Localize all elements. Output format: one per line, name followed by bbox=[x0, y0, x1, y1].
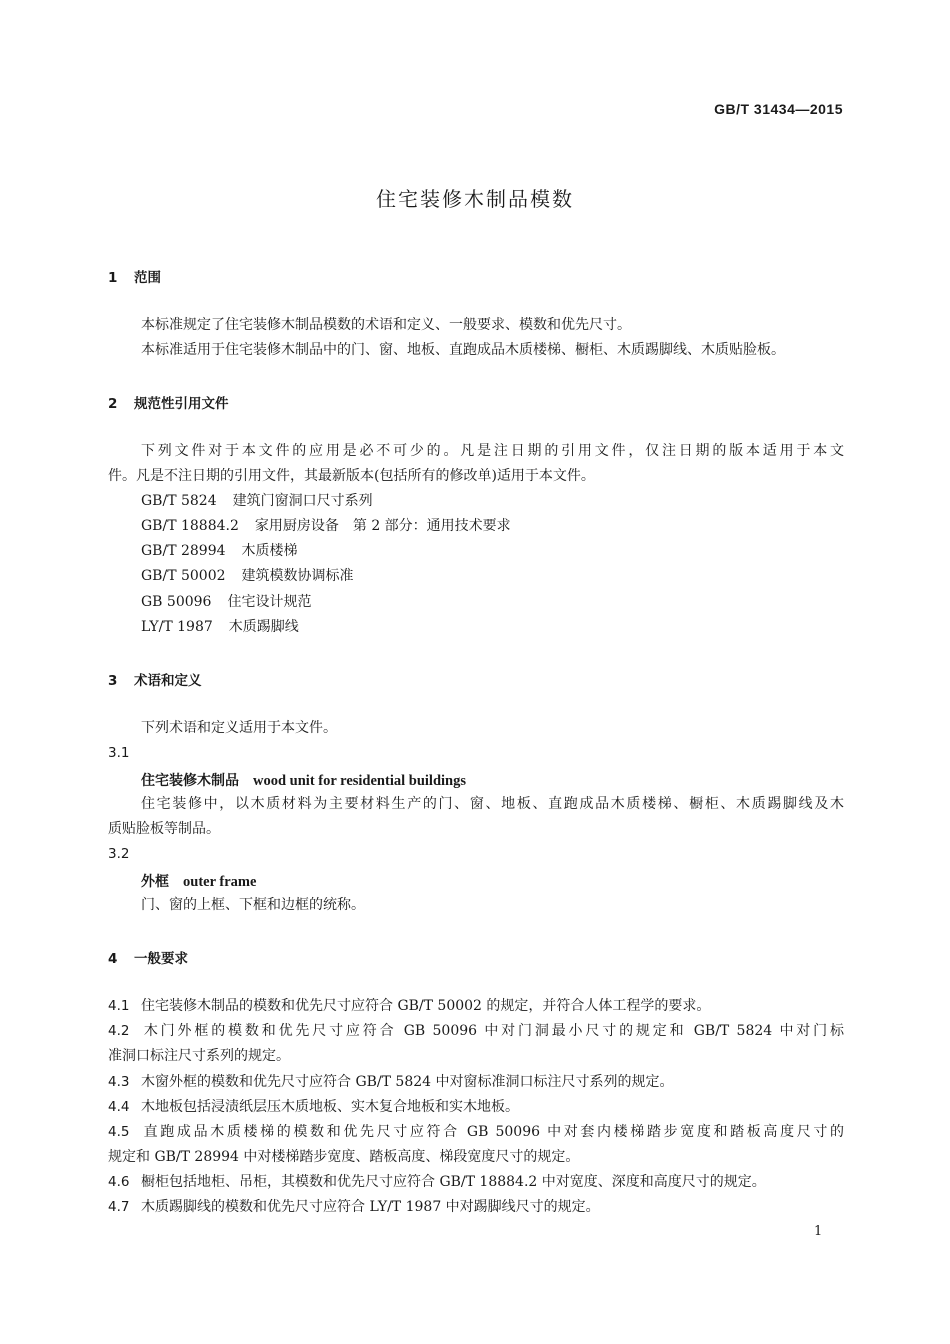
clause bbox=[108, 1173, 844, 1191]
reference-code: GB/T 18884.2 bbox=[141, 518, 239, 534]
section-title: 范围 bbox=[134, 270, 161, 286]
term-zh: 住宅装修木制品 bbox=[141, 773, 239, 789]
term-definition: 住宅装修中，以木质材料为主要材料生产的门、窗、地板、直跑成品木质楼梯、橱柜、木质踢脚线及木 bbox=[141, 796, 844, 812]
clause-text: 木门外框的模数和优先尺寸应符合 GB 50096 中对门洞最小尺寸的规定和 GB/T 5824 中对门标 bbox=[141, 1023, 844, 1039]
term-zh: 外框 bbox=[141, 874, 169, 890]
reference-code: LY/T 1987 bbox=[141, 619, 213, 635]
reference-title: 住宅设计规范 bbox=[227, 594, 312, 610]
section-title: 一般要求 bbox=[134, 951, 188, 967]
clause-number: 4.6 bbox=[108, 1174, 130, 1190]
clause-number: 4.1 bbox=[108, 998, 130, 1014]
document-title: 住宅装修木制品模数 bbox=[376, 187, 574, 211]
clause-text: 直跑成品木质楼梯的模数和优先尺寸应符合 GB 50096 中对套内楼梯踏步宽度和踏板高度尺寸的 bbox=[141, 1124, 844, 1140]
reference-item bbox=[141, 517, 877, 535]
section-2-heading bbox=[108, 392, 229, 412]
paragraph: 下列文件对于本文件的应用是必不可少的。凡是注日期的引用文件，仅注日期的版本适用于本文 bbox=[141, 443, 844, 459]
clause-text: 住宅装修木制品的模数和优先尺寸应符合 GB/T 50002 的规定，并符合人体工程学的要求。 bbox=[141, 998, 711, 1014]
term-en: wood unit for residential buildings bbox=[253, 773, 466, 789]
reference-title: 建筑模数协调标准 bbox=[241, 568, 354, 584]
term-number: 3.1 bbox=[108, 745, 130, 761]
section-number: 4 bbox=[108, 951, 118, 967]
reference-code: GB/T 5824 bbox=[141, 493, 217, 509]
reference-title: 木质楼梯 bbox=[241, 543, 298, 559]
clause bbox=[108, 997, 844, 1015]
reference-code: GB 50096 bbox=[141, 594, 212, 610]
paragraph: 件。凡是不注日期的引用文件，其最新版本(包括所有的修改单)适用于本文件。 bbox=[108, 468, 595, 484]
page-number: 1 bbox=[814, 1224, 823, 1239]
reference-code: GB/T 28994 bbox=[141, 543, 226, 559]
section-4-heading bbox=[108, 947, 188, 967]
clause bbox=[108, 1073, 844, 1091]
clause-text: 木窗外框的模数和优先尺寸应符合 GB/T 5824 中对窗标准洞口标注尺寸系列的规定。 bbox=[141, 1074, 674, 1090]
clause bbox=[108, 1022, 844, 1040]
term-heading bbox=[141, 871, 256, 891]
clause bbox=[108, 1198, 844, 1216]
reference-item bbox=[141, 492, 877, 510]
section-number: 1 bbox=[108, 270, 118, 286]
reference-item bbox=[141, 618, 877, 636]
term-heading bbox=[141, 770, 466, 790]
term-definition: 质贴脸板等制品。 bbox=[108, 821, 220, 837]
clause-text: 木质踢脚线的模数和优先尺寸应符合 LY/T 1987 中对踢脚线尺寸的规定。 bbox=[141, 1199, 600, 1215]
clause-continuation: 准洞口标注尺寸系列的规定。 bbox=[108, 1048, 290, 1064]
term-number: 3.2 bbox=[108, 846, 130, 862]
section-title: 规范性引用文件 bbox=[134, 396, 229, 412]
section-3-heading bbox=[108, 669, 202, 689]
paragraph: 下列术语和定义适用于本文件。 bbox=[141, 720, 337, 736]
paragraph: 本标准规定了住宅装修木制品模数的术语和定义、一般要求、模数和优先尺寸。 bbox=[141, 317, 631, 333]
clause-number: 4.7 bbox=[108, 1199, 130, 1215]
clause-text: 木地板包括浸渍纸层压木质地板、实木复合地板和实木地板。 bbox=[141, 1099, 519, 1115]
clause bbox=[108, 1123, 844, 1141]
term-definition: 门、窗的上框、下框和边框的统称。 bbox=[141, 897, 365, 913]
paragraph: 本标准适用于住宅装修木制品中的门、窗、地板、直跑成品木质楼梯、橱柜、木质踢脚线、木质贴脸板。 bbox=[141, 342, 785, 358]
clause-number: 4.2 bbox=[108, 1023, 130, 1039]
clause-continuation: 规定和 GB/T 28994 中对楼梯踏步宽度、踏板高度、梯段宽度尺寸的规定。 bbox=[108, 1149, 580, 1165]
standard-code: GB/T 31434—2015 bbox=[714, 101, 843, 117]
reference-title: 建筑门窗洞口尺寸系列 bbox=[232, 493, 373, 509]
section-number: 2 bbox=[108, 396, 118, 412]
section-number: 3 bbox=[108, 673, 118, 689]
term-en: outer frame bbox=[183, 874, 257, 890]
reference-code: GB/T 50002 bbox=[141, 568, 226, 584]
clause-number: 4.5 bbox=[108, 1124, 130, 1140]
reference-item bbox=[141, 542, 877, 560]
reference-title: 木质踢脚线 bbox=[228, 619, 299, 635]
clause-text: 橱柜包括地柜、吊柜，其模数和优先尺寸应符合 GB/T 18884.2 中对宽度、深度和高度尺寸的规定。 bbox=[141, 1174, 766, 1190]
section-1-heading bbox=[108, 266, 161, 286]
clause-number: 4.3 bbox=[108, 1074, 130, 1090]
reference-item bbox=[141, 593, 877, 611]
reference-title: 家用厨房设备 第 2 部分：通用技术要求 bbox=[254, 518, 511, 534]
clause-number: 4.4 bbox=[108, 1099, 130, 1115]
clause bbox=[108, 1098, 844, 1116]
reference-item bbox=[141, 567, 877, 585]
section-title: 术语和定义 bbox=[134, 673, 202, 689]
